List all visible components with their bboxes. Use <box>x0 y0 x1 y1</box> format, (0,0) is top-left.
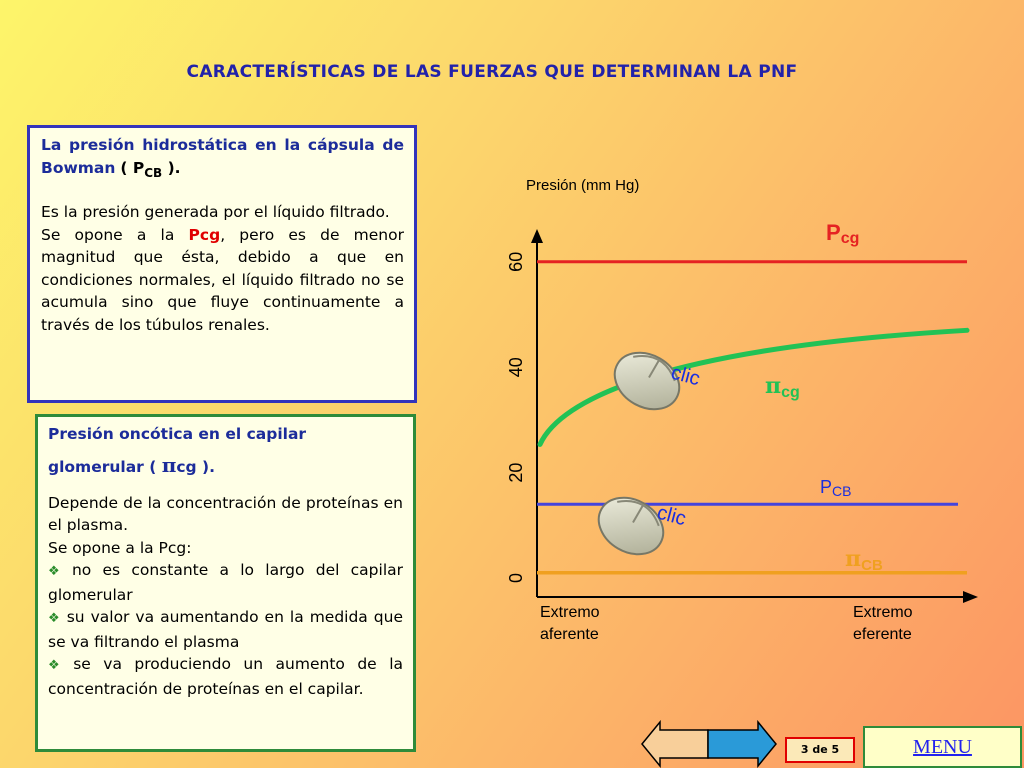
y-tick-label: 40 <box>506 357 526 378</box>
series-label-πcg: πcg <box>765 373 800 401</box>
box1-heading: La presión hidrostática en la cápsula de Bowman ( $P_{CB}$ ). <box>41 136 404 180</box>
box2-bullet-3: ❖ se va produciendo un aumento de la concentración de proteínas en el capilar. <box>48 655 403 698</box>
mouse-icon <box>589 486 674 565</box>
clic-label-2: clic <box>654 501 689 531</box>
x-label-end: Extremo <box>853 604 913 621</box>
series-line-πcg <box>540 330 967 444</box>
box2-paragraph-1: Depende de la concentración de proteínas en el plasma. <box>48 493 403 534</box>
series-label-PCB: PCB <box>820 477 852 499</box>
box1-paragraph-1: Es la presión generada por el líquido filtrado. <box>41 203 390 221</box>
y-tick-label: 60 <box>506 251 526 272</box>
box2-paragraph-2: Se opone a la Pcg: <box>48 538 192 557</box>
diamond-bullet-icon: ❖ <box>48 611 61 626</box>
back-arrow-icon[interactable] <box>642 722 708 766</box>
series-label-Pcg: Pcg <box>826 220 860 247</box>
page-indicator: 3 de 5 <box>785 737 855 763</box>
box2-heading: Presión oncótica en el capilar glomerular ( πcg ). <box>48 425 307 477</box>
box1-paragraph-2: Se opone a la Pcg, pero es de menor magnitud que ésta, debido a que en condiciones normales, el líquido filtrado no se acumula sino que fluye continuamente a través de los túbulos renales. <box>41 225 404 334</box>
pcb-symbol: ( $P_{CB}$ ). <box>120 158 181 180</box>
y-tick-label: 0 <box>506 572 526 584</box>
clic-label-1: clic <box>668 361 703 391</box>
x-label-start: Extremo <box>540 604 600 621</box>
y-axis-label: Presión (mm Hg) <box>526 177 640 194</box>
menu-button[interactable]: MENU <box>863 726 1022 768</box>
navigation-arrows[interactable] <box>640 720 780 768</box>
forward-arrow-icon[interactable] <box>708 722 776 766</box>
series-label-πCB: πCB <box>845 546 883 574</box>
box2-bullet-1: ❖ no es constante a lo largo del capilar glomerular <box>48 561 403 604</box>
y-axis-arrow-icon <box>531 229 543 243</box>
y-tick-label: 20 <box>506 462 526 483</box>
x-axis-arrow-icon <box>963 591 978 603</box>
x-label-start: aferente <box>540 626 599 643</box>
y-tick-labels <box>506 252 526 583</box>
box2-bullet-2: ❖ su valor va aumentando en la medida que se va filtrando el plasma <box>48 608 403 651</box>
slide-title: CARACTERÍSTICAS DE LAS FUERZAS QUE DETERMINAN LA PNF <box>186 62 798 82</box>
diamond-bullet-icon: ❖ <box>48 658 68 673</box>
diamond-bullet-icon: ❖ <box>48 564 66 579</box>
x-label-end: eferente <box>853 626 912 643</box>
